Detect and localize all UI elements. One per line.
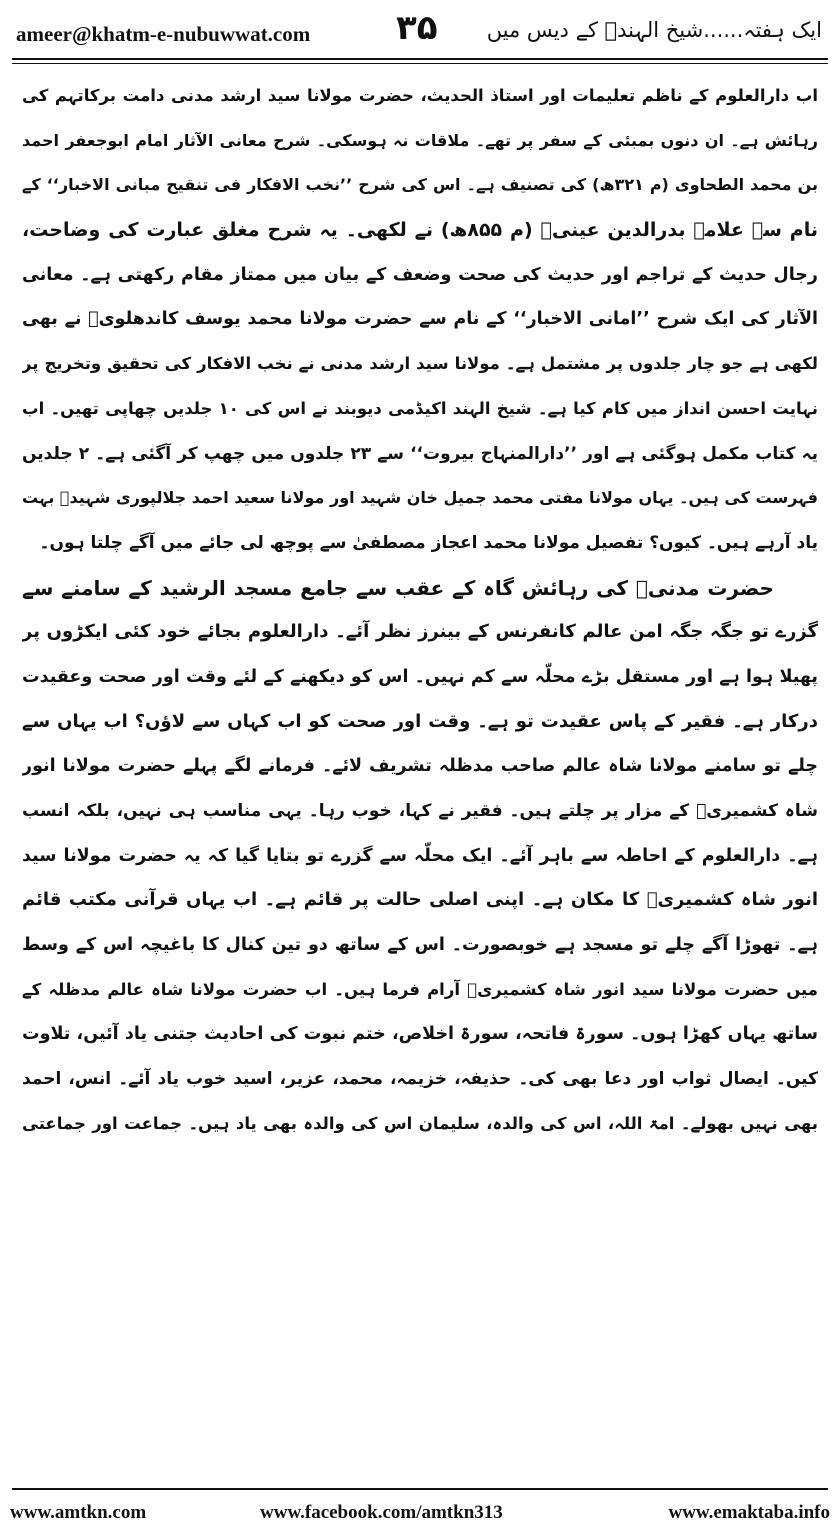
text-line: یہ کتاب مکمل ہوگئی ہے اور ’’دارالمنہاج بیروت‘‘ سے ۲۳ جلدوں میں چھپ کر آگئی ہے۔ ۲ جلدیں [22, 443, 818, 464]
running-title: ایک ہفتہ......شیخ الہندؒ کے دیس میں [486, 18, 822, 42]
page-footer [10, 1502, 830, 1532]
text-line: بھی نہیں بھولے۔ امۃ اللہ، اس کی والدہ، سلیمان اس کی والدہ بھی یاد ہیں۔ جماعت اور جماعتی [22, 1113, 818, 1133]
header-email: ameer@khatm-e-nubuwwat.com [16, 22, 311, 46]
paragraph-end-line: یاد آرہے ہیں۔ کیوں؟ تفصیل مولانا محمد اعجاز مصطفیٰ سے پوچھ لی جائے میں آگے چلتا ہوں۔ [39, 532, 818, 553]
footer-rule [12, 1488, 828, 1490]
text-line: چلے تو سامنے مولانا شاہ عالم صاحب مدظلہ تشریف لائے۔ فرمانے لگے پہلے حضرت مولانا انور [22, 756, 818, 777]
footer-link-facebook[interactable]: www.facebook.com/amtkn313 [260, 1502, 503, 1523]
footer-link-amtkn[interactable]: www.amtkn.com [10, 1502, 147, 1523]
text-line: میں حضرت مولانا سید انور شاہ کشمیریؒ آرام فرما ہیں۔ اب حضرت مولانا شاہ عالم مدظلہ کے [22, 979, 818, 999]
text-line: اب دارالعلوم کے ناظم تعلیمات اور استاذ الحدیث، حضرت مولانا سید ارشد مدنی دامت برکاتہم کی [22, 86, 818, 105]
page-number: ۳۵ [396, 8, 438, 48]
article-body [22, 74, 818, 1147]
footer-link-emaktaba[interactable]: www.emaktaba.info [668, 1502, 830, 1523]
text-line: پھیلا ہوا ہے اور مستقل بڑے محلّہ سے کم نہیں۔ اس کو دیکھنے کے لئے وقت اور صحت وعقیدت [22, 666, 818, 687]
page-header [14, 6, 826, 60]
text-line: درکار ہے۔ فقیر کے پاس عقیدت تو ہے۔ وقت اور صحت کو اب کہاں سے لاؤں؟ اب یہاں سے [22, 710, 818, 732]
text-line: ہے۔ دارالعلوم کے احاطہ سے باہر آئے۔ ایک محلّہ سے گزرے تو بتایا گیا کہ یہ حضرت مولانا سید [22, 845, 818, 866]
text-line: لکھی ہے جو چار جلدوں پر مشتمل ہے۔ مولانا سید ارشد مدنی نے نخب الافکار کی تحقیق وتخریج پر [22, 354, 818, 374]
text-line: رہائش ہے۔ ان دنوں بمبئی کے سفر پر تھے۔ ملاقات نہ ہوسکی۔ شرح معانی الآثار امام ابوجعفر احمد [22, 130, 818, 150]
text-line: انور شاہ کشمیریؒ کا مکان ہے۔ اپنی اصلی حالت پر قائم ہے۔ اب یہاں قرآنی مکتب قائم [22, 889, 818, 911]
text-line: رجال حدیث کے تراجم اور حدیث کی صحت وضعف کے بیان میں ممتاز مقام رکھتی ہے۔ معانی [22, 264, 818, 285]
text-line: بن محمد الطحاوی (م ۳۲۱ھ) کی تصنیف ہے۔ اس کی شرح ’’نخب الافکار فی تنقیح مبانی الاخبار‘‘ کے [22, 175, 818, 195]
text-line: نہایت احسن انداز میں کام کیا ہے۔ شیخ الہند اکیڈمی دیوبند نے اس کی ۱۰ جلدیں چھاپی تھیں۔ اب [22, 398, 818, 418]
text-line: ساتھ یہاں کھڑا ہوں۔ سورۃ فاتحہ، سورۃ اخلاص، ختم نبوت کی احادیث جتنی یاد آئیں، تلاوت [22, 1024, 818, 1045]
header-rule-thin [12, 63, 828, 64]
paragraph-start-line: حضرت مدنیؒ کی رہائش گاہ کے عقب سے جامع مسجد الرشید کے سامنے سے [22, 575, 774, 600]
text-line: الآثار کی ایک شرح ’’امانی الاخبار‘‘ کے نام سے حضرت مولانا محمد یوسف کاندھلویؒ نے بھی [22, 309, 818, 330]
text-line: شاہ کشمیریؒ کے مزار پر چلتے ہیں۔ فقیر نے کہا، خوب رہا۔ یہی مناسب ہی نہیں، بلکہ انسب [22, 801, 818, 821]
header-rule [12, 58, 828, 60]
text-line: نام سے علامہ بدرالدین عینیؒ (م ۸۵۵ھ) نے لکھی۔ یہ شرح مغلق عبارت کی وضاحت، [22, 219, 818, 242]
text-line: کیں۔ ایصال ثواب اور دعا بھی کی۔ حذیفہ، خزیمہ، محمد، عزیر، اسید خوب یاد آئے۔ انس، احمد [22, 1069, 818, 1090]
text-line: گزرے تو جگہ جگہ امن عالم کانفرنس کے بینرز نظر آئے۔ دارالعلوم بجائے خود کئی ایکڑوں پر [22, 621, 818, 643]
text-line: ہے۔ تھوڑا آگے چلے تو مسجد ہے خوبصورت۔ اس کے ساتھ دو تین کنال کا باغیچہ اس کے وسط [22, 935, 818, 956]
text-line: فہرست کی ہیں۔ یہاں مولانا مفتی محمد جمیل خان شہید اور مولانا سعید احمد جلالپوری شہیدؒ بہت [22, 488, 818, 508]
